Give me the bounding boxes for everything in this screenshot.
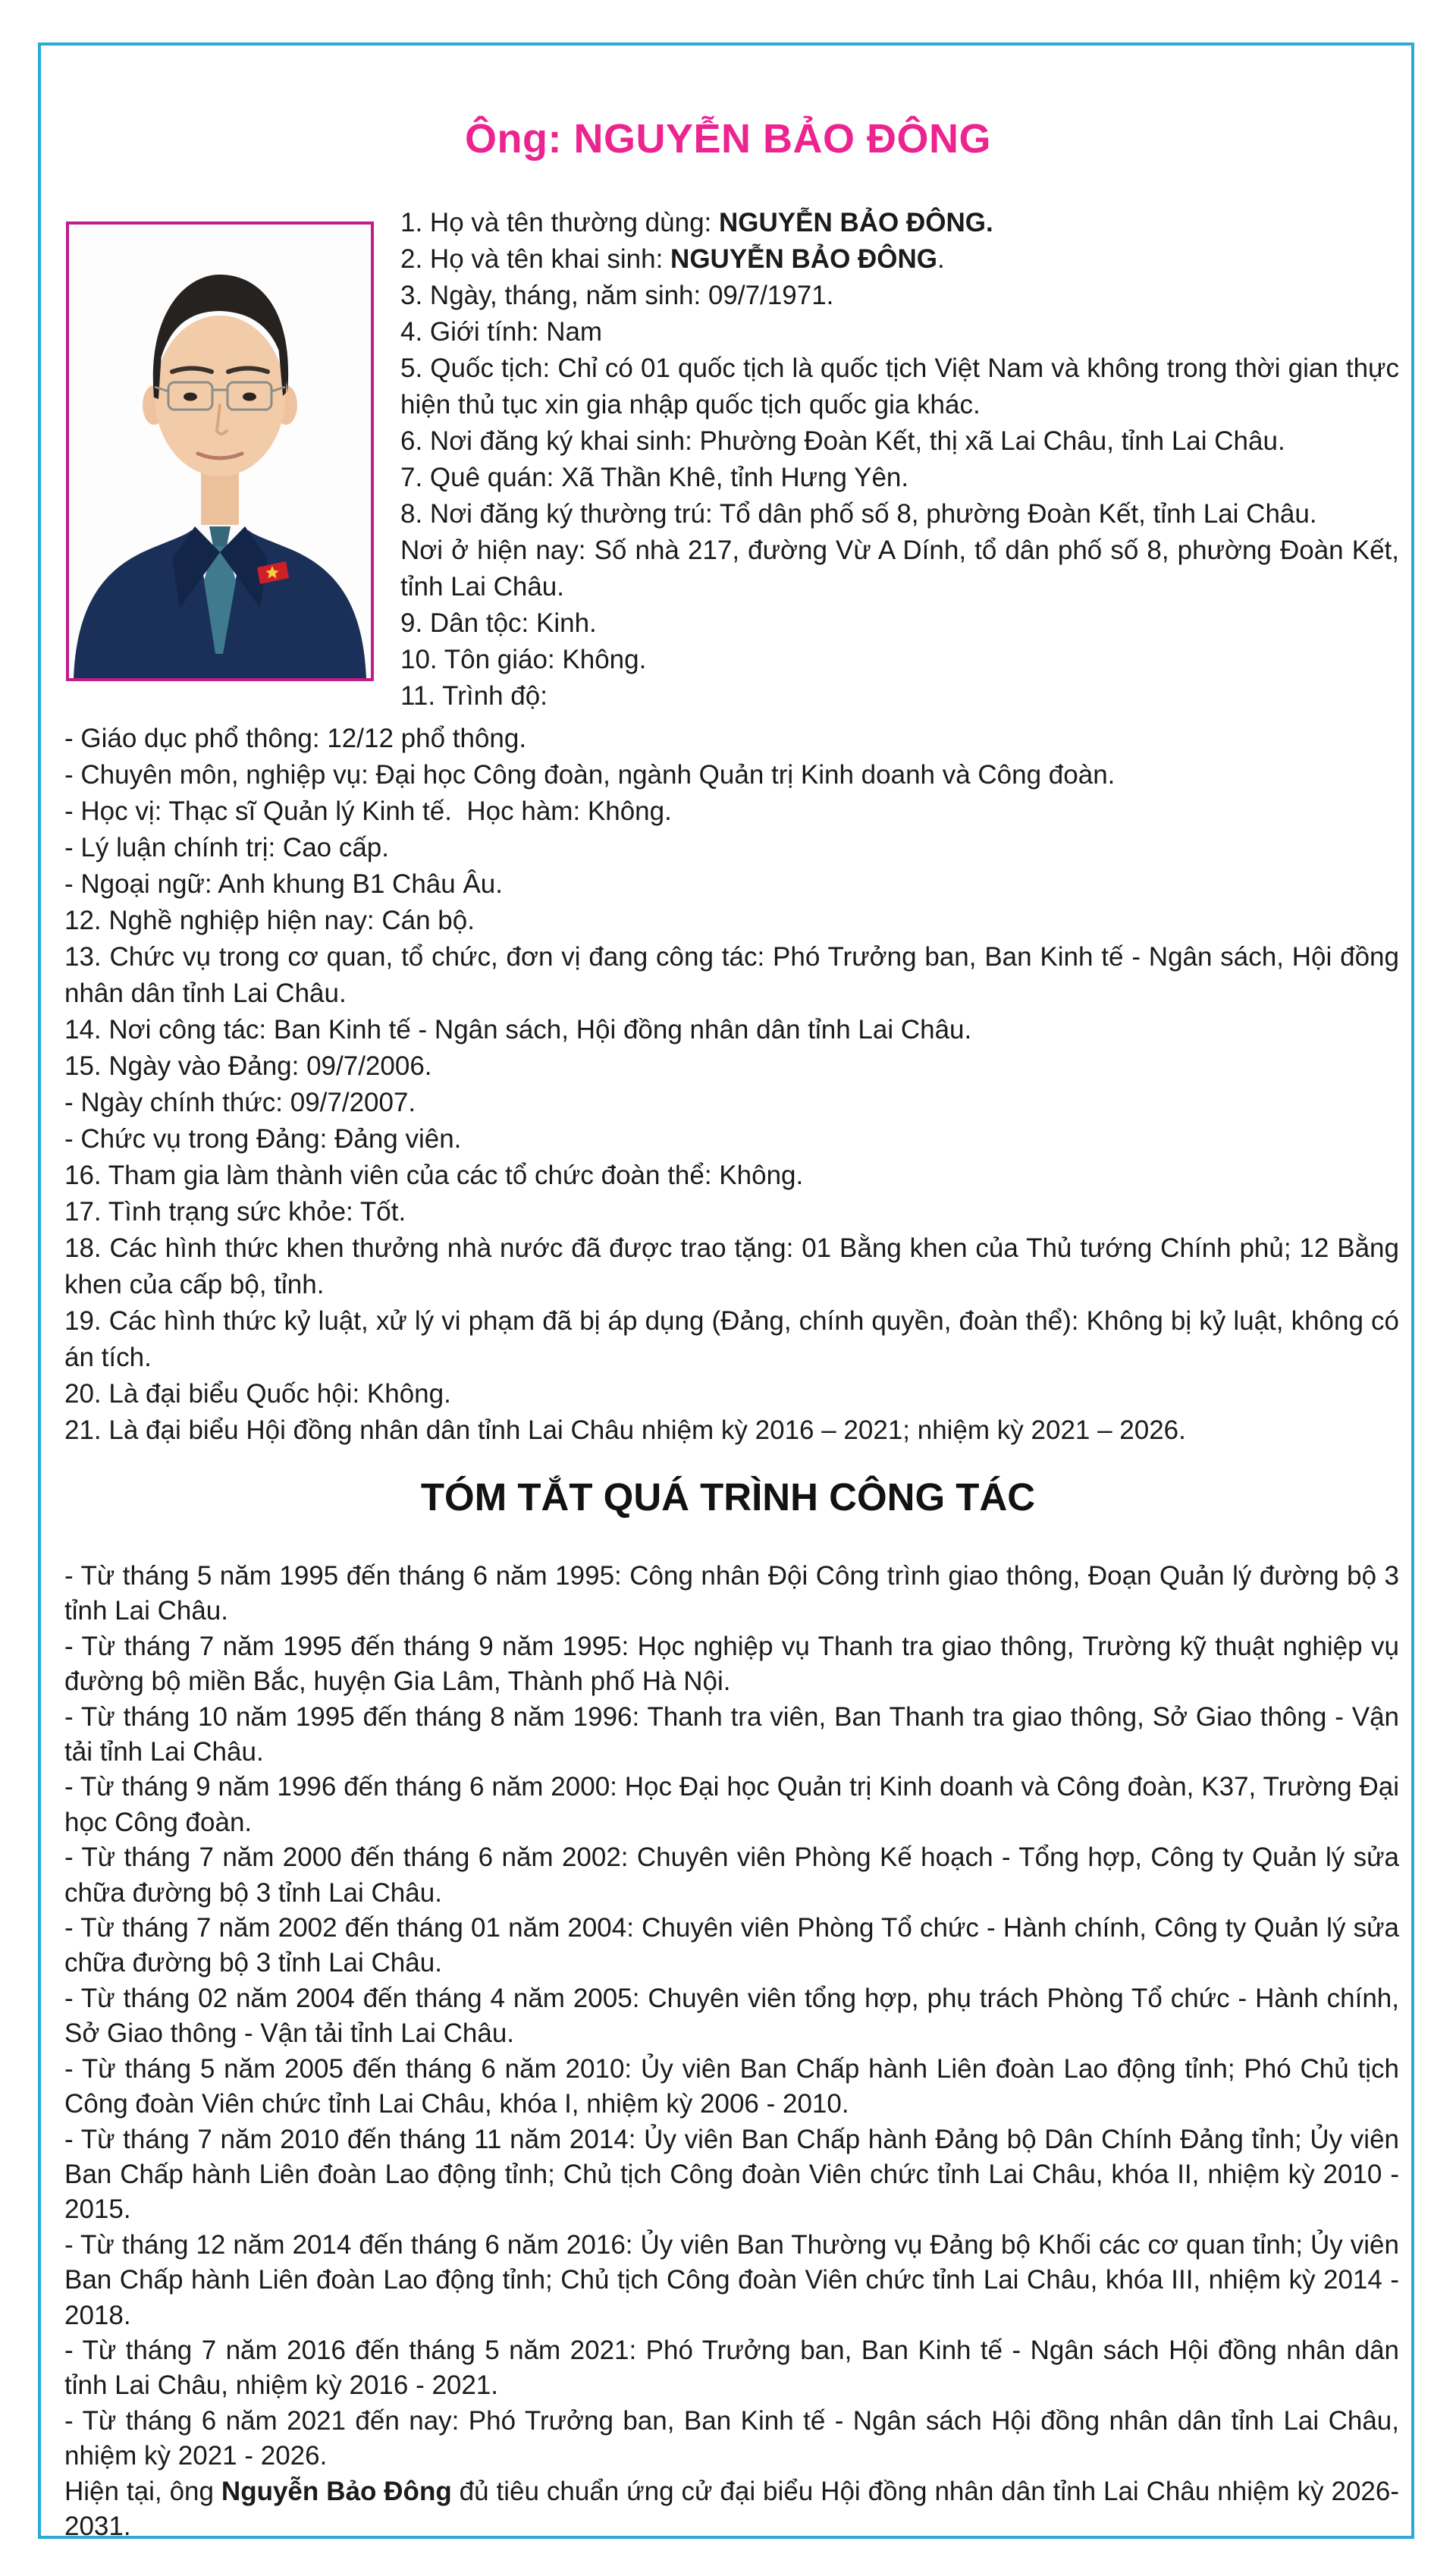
text: 18. Các hình thức khen thưởng nhà nước đã được trao tặng: 01 Bằng khen của Thủ tướng Chính phủ; 12 Bằng khen của cấp bộ, tỉnh. xyxy=(64,1233,1399,1299)
text: 3. Ngày, tháng, năm sinh: 09/7/1971. xyxy=(400,281,834,310)
info-line xyxy=(64,903,1399,939)
info-line xyxy=(400,314,1399,350)
info-line xyxy=(64,1158,1399,1194)
career-summary-heading: TÓM TẮT QUÁ TRÌNH CÔNG TÁC xyxy=(420,1475,1036,1519)
text: 8. Nơi đăng ký thường trú: Tổ dân phố số 8, phường Đoàn Kết, tỉnh Lai Châu. xyxy=(400,499,1317,529)
info-line xyxy=(400,423,1399,460)
info-line xyxy=(400,241,1399,278)
timeline-entry xyxy=(64,2333,1399,2404)
text: 17. Tình trạng sức khỏe: Tốt. xyxy=(64,1197,406,1227)
text: 2. Họ và tên khai sinh: xyxy=(400,244,671,274)
text: - Từ tháng 7 năm 2010 đến tháng 11 năm 2014: Ủy viên Ban Chấp hành Đảng bộ Dân Chính Đảng tỉnh; Ủy viên Ban Chấp hành Liên đoàn Lao động tỉnh; Chủ tịch Công đoàn Viên chức tỉnh Lai Châu, khóa II, nhiệm kỳ 2010 - 2015. xyxy=(64,2124,1399,2225)
timeline-entry xyxy=(64,1840,1399,1911)
personal-info-list xyxy=(400,205,1399,715)
text: - Ngày chính thức: 09/7/2007. xyxy=(64,1088,416,1117)
info-line xyxy=(400,278,1399,314)
text: 6. Nơi đăng ký khai sinh: Phường Đoàn Kết, thị xã Lai Châu, tỉnh Lai Châu. xyxy=(400,426,1285,456)
text: - Từ tháng 9 năm 1996 đến tháng 6 năm 2000: Học Đại học Quản trị Kinh doanh và Công đoàn, K37, Trường Đại học Công đoàn. xyxy=(64,1772,1399,1837)
text: - Từ tháng 5 năm 1995 đến tháng 6 năm 1995: Công nhân Đội Công trình giao thông, Đoạn Quản lý đường bộ 3 tỉnh Lai Châu. xyxy=(64,1561,1399,1626)
candidate-photo xyxy=(66,221,374,681)
info-line xyxy=(400,678,1399,715)
bold-text: NGUYỄN BẢO ĐÔNG xyxy=(670,244,938,274)
text: - Từ tháng 10 năm 1995 đến tháng 8 năm 1996: Thanh tra viên, Ban Thanh tra giao thông, Sở Giao thông - Vận tải tỉnh Lai Châu. xyxy=(64,1701,1399,1767)
personal-info-continued xyxy=(64,721,1399,1449)
text: - Từ tháng 12 năm 2014 đến tháng 6 năm 2016: Ủy viên Ban Thường vụ Đảng bộ Khối các cơ quan tỉnh; Ủy viên Ban Chấp hành Liên đoàn Lao động tỉnh; Chủ tịch Công đoàn Viên chức tỉnh Lai Châu, khóa III, nhiệm kỳ 2014 - 2018. xyxy=(64,2229,1399,2330)
page-title: Ông: NGUYỄN BẢO ĐÔNG xyxy=(465,116,991,162)
text: - Chức vụ trong Đảng: Đảng viên. xyxy=(64,1124,462,1154)
text: 19. Các hình thức kỷ luật, xử lý vi phạm đã bị áp dụng (Đảng, chính quyền, đoàn thể): Không bị kỷ luật, không có án tích. xyxy=(64,1306,1399,1372)
portrait-illustration xyxy=(69,225,371,678)
info-line xyxy=(64,1012,1399,1048)
text: - Chuyên môn, nghiệp vụ: Đại học Công đoàn, ngành Quản trị Kinh doanh và Công đoàn. xyxy=(64,760,1116,790)
text: 13. Chức vụ trong cơ quan, tổ chức, đơn vị đang công tác: Phó Trưởng ban, Ban Kinh tế - Ngân sách, Hội đồng nhân dân tỉnh Lai Châu. xyxy=(64,942,1399,1008)
text: 9. Dân tộc: Kinh. xyxy=(400,608,597,638)
text: - Từ tháng 7 năm 1995 đến tháng 9 năm 1995: Học nghiệp vụ Thanh tra giao thông, Trường kỹ thuật nghiệp vụ đường bộ miền Bắc, huyện Gia Lâm, Thành phố Hà Nội. xyxy=(64,1631,1399,1697)
info-line xyxy=(64,793,1399,830)
text: - Từ tháng 7 năm 2002 đến tháng 01 năm 2004: Chuyên viên Phòng Tổ chức - Hành chính, Công ty Quản lý sửa chữa đường bộ 3 tỉnh Lai Châu. xyxy=(64,1913,1399,1978)
career-timeline xyxy=(64,1559,1399,2544)
text: Hiện tại, ông xyxy=(64,2476,221,2506)
timeline-entry xyxy=(64,1700,1399,1770)
timeline-entry xyxy=(64,2052,1399,2122)
timeline-entry xyxy=(64,1770,1399,1840)
text: - Giáo dục phổ thông: 12/12 phổ thông. xyxy=(64,724,527,753)
info-line xyxy=(64,1376,1399,1412)
text: 7. Quê quán: Xã Thần Khê, tỉnh Hưng Yên. xyxy=(400,463,909,492)
timeline-entry xyxy=(64,1911,1399,1981)
info-line xyxy=(64,866,1399,903)
text: 14. Nơi công tác: Ban Kinh tế - Ngân sách, Hội đồng nhân dân tỉnh Lai Châu. xyxy=(64,1015,972,1045)
info-line xyxy=(400,642,1399,678)
text: 1. Họ và tên thường dùng: xyxy=(400,208,719,237)
bold-text: Nguyễn Bảo Đông xyxy=(221,2476,452,2506)
info-line xyxy=(64,1230,1399,1303)
text: - Học vị: Thạc sĩ Quản lý Kinh tế. Học hàm: Không. xyxy=(64,796,672,826)
text: đủ tiêu chuẩn ứng cử đại biểu Hội đồng nhân dân tỉnh Lai Châu nhiệm kỳ 2026-2031. xyxy=(64,2476,1399,2541)
timeline-entry xyxy=(64,2122,1399,2228)
text: - Ngoại ngữ: Anh khung B1 Châu Âu. xyxy=(64,869,503,899)
info-line xyxy=(64,1194,1399,1230)
closing-statement xyxy=(64,2474,1399,2545)
timeline-entry xyxy=(64,1559,1399,1629)
info-line xyxy=(64,830,1399,866)
text: 4. Giới tính: Nam xyxy=(400,317,603,347)
text: - Lý luận chính trị: Cao cấp. xyxy=(64,833,389,862)
text: - Từ tháng 5 năm 2005 đến tháng 6 năm 2010: Ủy viên Ban Chấp hành Liên đoàn Lao động tỉnh; Phó Chủ tịch Công đoàn Viên chức tỉnh Lai Châu, khóa I, nhiệm kỳ 2006 - 2010. xyxy=(64,2053,1399,2119)
info-line xyxy=(64,1412,1399,1449)
text: 20. Là đại biểu Quốc hội: Không. xyxy=(64,1379,451,1409)
info-line xyxy=(400,532,1399,605)
text: . xyxy=(937,244,945,274)
text: - Từ tháng 7 năm 2000 đến tháng 6 năm 2002: Chuyên viên Phòng Kế hoạch - Tổng hợp, Công ty Quản lý sửa chữa đường bộ 3 tỉnh Lai Châu. xyxy=(64,1842,1399,1908)
timeline-entry xyxy=(64,1981,1399,2052)
text: - Từ tháng 7 năm 2016 đến tháng 5 năm 2021: Phó Trưởng ban, Ban Kinh tế - Ngân sách Hội đồng nhân dân tỉnh Lai Châu, nhiệm kỳ 2016 - 2021. xyxy=(64,2335,1399,2401)
text: - Từ tháng 6 năm 2021 đến nay: Phó Trưởng ban, Ban Kinh tế - Ngân sách Hội đồng nhân dân tỉnh Lai Châu, nhiệm kỳ 2021 - 2026. xyxy=(64,2405,1399,2471)
info-line xyxy=(400,605,1399,642)
info-line xyxy=(400,205,1399,241)
text: - Từ tháng 02 năm 2004 đến tháng 4 năm 2005: Chuyên viên tổng hợp, phụ trách Phòng Tổ chức - Hành chính, Sở Giao thông - Vận tải tỉnh Lai Châu. xyxy=(64,1983,1399,2049)
timeline-entry xyxy=(64,2228,1399,2333)
text: 10. Tôn giáo: Không. xyxy=(400,645,647,674)
info-line xyxy=(64,1121,1399,1158)
text: Nơi ở hiện nay: Số nhà 217, đường Vừ A Dính, tổ dân phố số 8, phường Đoàn Kết, tỉnh Lai Châu. xyxy=(400,536,1399,602)
info-line xyxy=(64,1303,1399,1376)
text: 11. Trình độ: xyxy=(400,681,548,711)
text: 5. Quốc tịch: Chỉ có 01 quốc tịch là quốc tịch Việt Nam và không trong thời gian thực hiện thủ tục xin gia nhập quốc tịch quốc gia khác. xyxy=(400,353,1399,419)
info-line xyxy=(64,721,1399,757)
info-line xyxy=(64,757,1399,793)
info-line xyxy=(64,939,1399,1012)
text: 12. Nghề nghiệp hiện nay: Cán bộ. xyxy=(64,906,475,935)
info-line xyxy=(400,460,1399,496)
info-line xyxy=(400,350,1399,423)
text: 21. Là đại biểu Hội đồng nhân dân tỉnh Lai Châu nhiệm kỳ 2016 – 2021; nhiệm kỳ 2021 – 2026. xyxy=(64,1415,1186,1445)
info-line xyxy=(400,496,1399,532)
text: 15. Ngày vào Đảng: 09/7/2006. xyxy=(64,1051,432,1081)
timeline-entry xyxy=(64,2404,1399,2474)
text: 16. Tham gia làm thành viên của các tổ chức đoàn thể: Không. xyxy=(64,1161,804,1190)
bold-text: NGUYỄN BẢO ĐÔNG. xyxy=(718,208,993,237)
timeline-entry xyxy=(64,1629,1399,1700)
info-line xyxy=(64,1048,1399,1085)
info-line xyxy=(64,1085,1399,1121)
